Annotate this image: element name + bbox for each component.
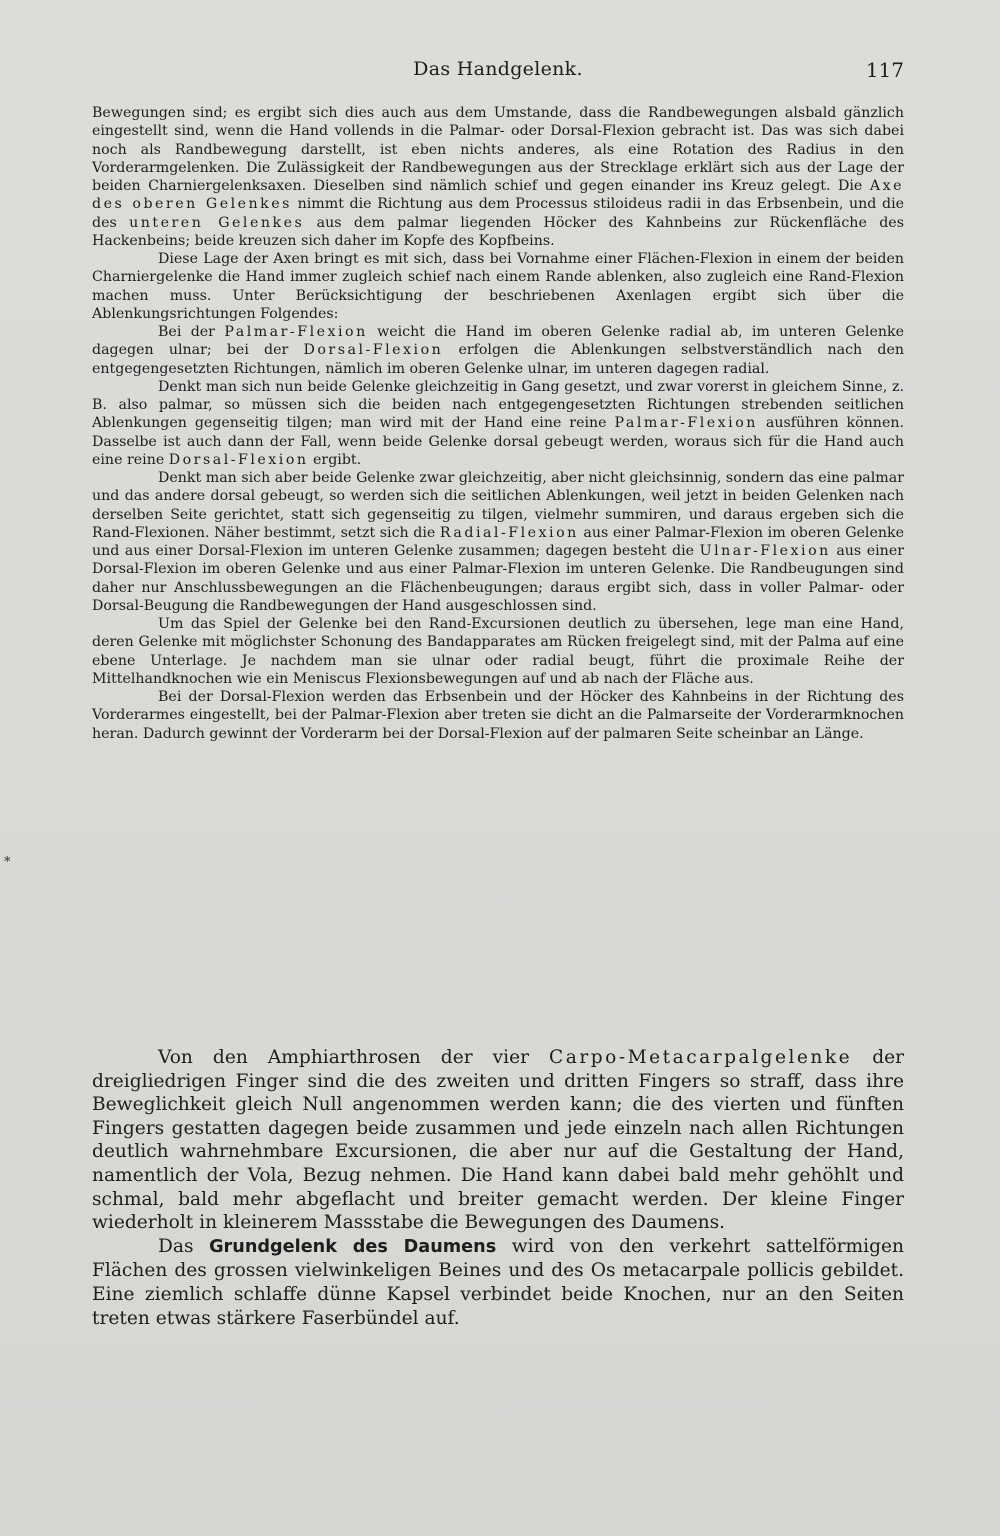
- text-run: Das: [158, 1235, 210, 1257]
- body-text-small: [92, 104, 904, 743]
- text-run: aus einer Palmar-Flexion im oberen Gelenke und aus einer Dorsal-Flexion im unteren Gelenke zusammen; dagegen besteht die: [92, 524, 904, 559]
- text-run: Denkt man sich nun beide Gelenke gleichzeitig in Gang gesetzt, und zwar vorerst in gleichem Sinne, z. B. also palmar, so müssen sich die beiden nach entgegengesetzten Richtungen strebenden seitlichen Ablenkungen gegenseitig tilgen; man wird mit der Hand eine reine: [92, 378, 904, 432]
- text-run: wird von den verkehrt sattelförmigen Flächen des grossen vielwinkeligen Beines und des Os metacarpale pollicis gebildet. Eine ziemlich schlaffe dünne Kapsel verbindet beide Knochen, nur an den Seiten treten etwas stärkere Faserbündel auf.: [92, 1235, 904, 1329]
- page-header: [92, 58, 904, 84]
- text-run: der dreigliedrigen Finger sind die des zweiten und dritten Fingers so straff, dass ihre Beweglichkeit gleich Null angenommen werden kann; die des vierten und fünften Fingers gestatten dagegen beide zusammen und jede einzeln nach allen Richtungen deutlich wahrnehmbare Excursionen, die aber nur auf die Gestaltung der Hand, namentlich der Vola, Bezug nehmen. Die Hand kann dabei bald mehr gehöhlt und schmal, bald mehr abgeflacht und breiter gemacht werden. Der kleine Finger wiederholt in kleinerem Massstabe die Bewegungen des Daumens.: [92, 1047, 904, 1234]
- text-run: ergibt.: [308, 451, 362, 468]
- bold-term: Grundgelenk des Daumens: [209, 1236, 497, 1257]
- text-run: aus dem palmar liegenden Höcker des Kahnbeins zur Rückenfläche des Hackenbeins; beide kreuzen sich daher im Kopfe des Kopfbeins.: [92, 214, 904, 249]
- spaced-term: Carpo-Metacarpalgelenke: [549, 1047, 853, 1068]
- text-run: Bei der Dorsal-Flexion werden das Erbsenbein und der Höcker des Kahnbeins in der Richtung des Vorderarmes eingestellt, bei der Palmar-Flexion aber treten sie dicht an die Palmarseite der Vorderarmknochen heran. Dadurch gewinnt der Vorderarm bei der Dorsal-Flexion auf der palmaren Seite scheinbar an Länge.: [92, 689, 904, 742]
- running-title: Das Handgelenk.: [413, 58, 583, 80]
- text-run: nimmt die Richtung aus dem Processus stiloideus radii in das Erbsenbein, und die des: [92, 196, 904, 231]
- paragraph: [92, 378, 904, 469]
- text-run: erfolgen die Ablenkungen selbstverständlich nach den entgegengesetzten Richtungen, nämlich im oberen Gelenke ulnar, im unteren dagegen radial.: [92, 342, 904, 377]
- spaced-term: Dorsal-Flexion: [303, 342, 444, 359]
- spaced-term: unteren Gelenkes: [129, 214, 305, 231]
- paragraph: [92, 1046, 904, 1235]
- paragraph: [92, 615, 904, 688]
- text-run: ausführen können. Dasselbe ist auch dann der Fall, wenn beide Gelenke dorsal gebeugt werden, woraus sich für die Hand auch eine reine: [92, 415, 904, 468]
- paragraph: [92, 104, 904, 250]
- text-run: weicht die Hand im oberen Gelenke radial ab, im unteren Gelenke dagegen ulnar; bei der: [92, 324, 904, 359]
- paragraph: [92, 1235, 904, 1330]
- spaced-term: Palmar-Flexion: [614, 415, 758, 432]
- page-number: 117: [865, 58, 904, 82]
- spaced-term: Dorsal-Flexion: [168, 451, 309, 468]
- paragraph: [92, 688, 904, 743]
- margin-mark: *: [4, 855, 11, 870]
- text-run: Bewegungen sind; es ergibt sich dies auch aus dem Umstande, dass die Randbewegungen alsbald gänzlich eingestellt sind, wenn die Hand vollends in die Palmar- oder Dorsal-Flexion gebracht ist. Das was sich dabei noch als Randbewegung darstellt, ist eben nichts anderes, als eine Rotation des Radius in den Vorderarmgelenken. Die Zulässigkeit der Randbewegungen aus der Strecklage erklärt sich aus der Lage der beiden Charniergelenksaxen. Dieselben sind nämlich schief und gegen einander ins Kreuz gelegt. Die: [92, 105, 904, 194]
- spaced-term: Axe des oberen Gelenkes: [92, 178, 904, 213]
- spaced-term: Ulnar-Flexion: [699, 543, 831, 559]
- text-run: Diese Lage der Axen bringt es mit sich, dass bei Vornahme einer Flächen-Flexion in einem der beiden Charniergelenke die Hand immer zugleich schief nach einem Rande ablenken, also zugleich eine Rand-Flexion machen muss. Unter Berücksichtigung der beschriebenen Axenlagen ergibt sich über die Ablenkungsrichtungen Folgendes:: [92, 251, 904, 322]
- text-run: Um das Spiel der Gelenke bei den Rand-Excursionen deutlich zu übersehen, lege man eine Hand, deren Gelenke mit möglichster Schonung des Bandapparates am Rücken freigelegt sind, mit der Palma auf eine ebene Unterlage. Je nachdem man sie ulnar oder radial beugt, führt die proximale Reihe der Mittelhandknochen wie ein Meniscus Flexionsbewegungen auf und ab nach der Fläche aus.: [92, 616, 904, 687]
- spaced-term: Palmar-Flexion: [224, 324, 368, 340]
- text-run: aus einer Dorsal-Flexion im oberen Gelenke und aus einer Palmar-Flexion im unteren Gelenke. Die Randbeugungen sind daher nur Anschlussbewegungen an die Flächenbeugungen; daraus ergibt sich, dass in voller Palmar- oder Dorsal-Beugung die Randbewegungen der Hand ausgeschlossen sind.: [92, 543, 904, 614]
- paragraph: [92, 469, 904, 615]
- body-text-large: [92, 1046, 904, 1330]
- paragraph: [92, 323, 904, 378]
- text-run: Von den Amphiarthrosen der vier: [158, 1047, 550, 1068]
- paragraph: [92, 250, 904, 323]
- text-run: Bei der: [158, 324, 225, 340]
- spaced-term: Radial-Flexion: [439, 524, 579, 541]
- text-run: Denkt man sich aber beide Gelenke zwar gleichzeitig, aber nicht gleichsinnig, sondern das eine palmar und das andere dorsal gebeugt, so werden sich die seitlichen Ablenkungen, weil jetzt in beiden Gelenken nach derselben Seite gerichtet, statt sich gegenseitig zu tilgen, vielmehr summiren, und daraus ergeben sich die Rand-Flexionen. Näher bestimmt, setzt sich die: [92, 470, 904, 541]
